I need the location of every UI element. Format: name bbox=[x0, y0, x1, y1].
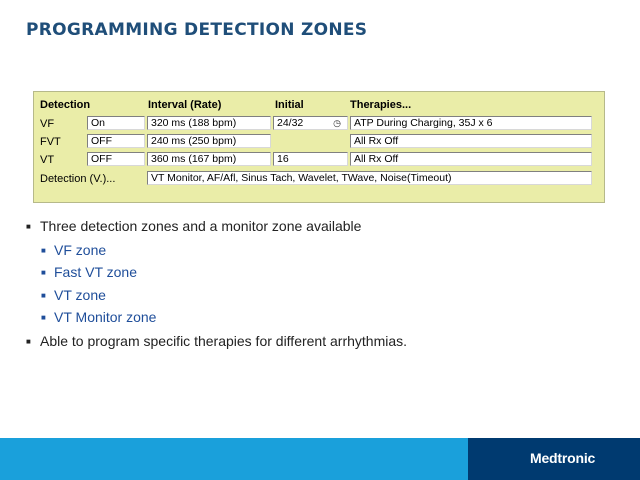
fvt-detection-field[interactable]: OFF bbox=[87, 134, 145, 148]
bullet-marker-icon: ■ bbox=[41, 246, 46, 255]
bullet-marker-icon: ■ bbox=[41, 268, 46, 277]
footer-bar bbox=[0, 438, 640, 480]
row-label-fvt: FVT bbox=[40, 136, 61, 148]
medtronic-logo: Medtronic bbox=[530, 450, 596, 466]
bullet-marker-icon: ■ bbox=[26, 222, 31, 231]
vt-interval-field[interactable]: 360 ms (167 bpm) bbox=[147, 152, 271, 166]
bullet-item bbox=[26, 333, 408, 349]
sub-bullet-text: Fast VT zone bbox=[54, 264, 138, 280]
vf-interval-field[interactable]: 320 ms (188 bpm) bbox=[147, 116, 271, 130]
sub-bullet-item bbox=[41, 264, 138, 280]
row-label-vf: VF bbox=[40, 118, 55, 130]
fvt-interval-field[interactable]: 240 ms (250 bpm) bbox=[147, 134, 271, 148]
sub-bullet-item bbox=[41, 309, 157, 325]
footer-brand-block bbox=[468, 438, 640, 480]
sub-bullet-item bbox=[41, 242, 107, 258]
sub-bullet-item bbox=[41, 287, 106, 303]
slide-title: PROGRAMMING DETECTION ZONES bbox=[26, 20, 368, 40]
fvt-therapies-field[interactable]: All Rx Off bbox=[350, 134, 592, 148]
sub-bullet-text: VT zone bbox=[54, 287, 106, 303]
detection-v-label[interactable]: Detection (V.)... bbox=[40, 173, 116, 185]
detection-programming-panel bbox=[33, 91, 605, 203]
header-interval: Interval (Rate) bbox=[148, 99, 222, 111]
clock-icon: ◷ bbox=[333, 118, 341, 128]
bullet-text: Able to program specific therapies for different arrhythmias. bbox=[40, 333, 408, 349]
header-initial: Initial bbox=[275, 99, 304, 111]
sub-bullet-text: VF zone bbox=[54, 242, 107, 258]
sub-bullet-text: VT Monitor zone bbox=[54, 309, 157, 325]
bullet-text: Three detection zones and a monitor zone available bbox=[40, 218, 362, 234]
row-label-vt: VT bbox=[40, 154, 55, 166]
vf-initial-field[interactable] bbox=[273, 116, 348, 130]
detection-v-field[interactable]: VT Monitor, AF/Afl, Sinus Tach, Wavelet, TWave, Noise(Timeout) bbox=[147, 171, 592, 185]
vt-initial-field[interactable]: 16 bbox=[273, 152, 348, 166]
vf-therapies-field[interactable]: ATP During Charging, 35J x 6 bbox=[350, 116, 592, 130]
vf-initial-value: 24/32 bbox=[277, 117, 304, 129]
bullet-marker-icon: ■ bbox=[26, 337, 31, 346]
vf-detection-field[interactable]: On bbox=[87, 116, 145, 130]
vt-therapies-field[interactable]: All Rx Off bbox=[350, 152, 592, 166]
bullet-marker-icon: ■ bbox=[41, 291, 46, 300]
header-therapies[interactable]: Therapies... bbox=[350, 99, 412, 111]
vt-detection-field[interactable]: OFF bbox=[87, 152, 145, 166]
bullet-item bbox=[26, 218, 362, 234]
header-detection: Detection bbox=[40, 99, 91, 111]
bullet-marker-icon: ■ bbox=[41, 313, 46, 322]
